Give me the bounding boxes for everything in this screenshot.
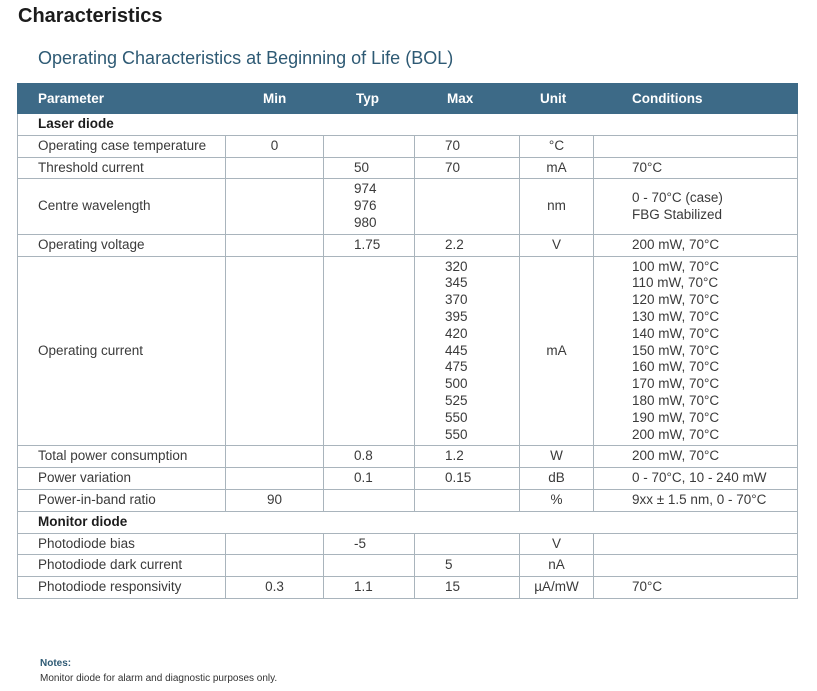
cell-parameter: Operating current (18, 256, 226, 446)
cell-max: 1.2 (415, 446, 520, 468)
header-max: Max (415, 84, 520, 114)
cell-min: 0.3 (226, 577, 324, 599)
cell-typ: 0.1 (324, 468, 415, 490)
cell-typ (324, 489, 415, 511)
table-row (18, 555, 798, 577)
cell-unit: mA (520, 157, 594, 179)
cell-typ: 974 976 980 (324, 179, 415, 234)
cell-unit: % (520, 489, 594, 511)
cell-parameter: Photodiode dark current (18, 555, 226, 577)
cell-min (226, 234, 324, 256)
cell-conditions: 200 mW, 70°C (594, 234, 798, 256)
cell-max: 320 345 370 395 420 445 475 500 525 550 550 (415, 256, 520, 446)
section-title: Monitor diode (18, 511, 798, 533)
section-row (18, 114, 798, 136)
table-row (18, 577, 798, 599)
cell-max: 0.15 (415, 468, 520, 490)
cell-min (226, 256, 324, 446)
notes-text: Monitor diode for alarm and diagnostic purposes only. (40, 673, 278, 684)
cell-unit: mA (520, 256, 594, 446)
cell-typ: 1.75 (324, 234, 415, 256)
cell-conditions (594, 135, 798, 157)
cell-typ: -5 (324, 533, 415, 555)
cell-conditions: 9xx ± 1.5 nm, 0 - 70°C (594, 489, 798, 511)
cell-unit: nA (520, 555, 594, 577)
cell-max (415, 489, 520, 511)
cell-min (226, 555, 324, 577)
table-body (18, 114, 798, 599)
table-header-row (18, 84, 798, 114)
table-row (18, 256, 798, 446)
table-row (18, 135, 798, 157)
cell-unit: µA/mW (520, 577, 594, 599)
cell-conditions (594, 533, 798, 555)
cell-parameter: Photodiode bias (18, 533, 226, 555)
header-min: Min (226, 84, 324, 114)
cell-max (415, 533, 520, 555)
cell-unit: dB (520, 468, 594, 490)
cell-unit: V (520, 234, 594, 256)
cell-conditions (594, 555, 798, 577)
cell-typ: 0.8 (324, 446, 415, 468)
table-row (18, 468, 798, 490)
cell-typ (324, 256, 415, 446)
cell-conditions: 70°C (594, 157, 798, 179)
cell-typ (324, 135, 415, 157)
cell-unit: nm (520, 179, 594, 234)
cell-min (226, 468, 324, 490)
cell-conditions: 100 mW, 70°C 110 mW, 70°C 120 mW, 70°C 130 mW, 70°C 140 mW, 70°C 150 mW, 70°C 160 mW, 70°C 170 mW, 70°C 180 mW, 70°C 190 mW, 70°C 200 mW, 70°C (594, 256, 798, 446)
cell-conditions: 200 mW, 70°C (594, 446, 798, 468)
cell-typ (324, 555, 415, 577)
table-row (18, 489, 798, 511)
cell-max: 5 (415, 555, 520, 577)
cell-unit: °C (520, 135, 594, 157)
cell-unit: V (520, 533, 594, 555)
section-row (18, 511, 798, 533)
cell-max: 70 (415, 135, 520, 157)
cell-max: 70 (415, 157, 520, 179)
cell-parameter: Operating case temperature (18, 135, 226, 157)
notes-title: Notes: (40, 658, 72, 669)
header-typ: Typ (324, 84, 415, 114)
table-row (18, 446, 798, 468)
cell-conditions: 0 - 70°C, 10 - 240 mW (594, 468, 798, 490)
table-row (18, 533, 798, 555)
cell-parameter: Power-in-band ratio (18, 489, 226, 511)
page-heading: Characteristics (18, 5, 163, 27)
cell-conditions: 70°C (594, 577, 798, 599)
characteristics-table (17, 83, 798, 599)
cell-parameter: Operating voltage (18, 234, 226, 256)
cell-min (226, 446, 324, 468)
cell-max: 15 (415, 577, 520, 599)
cell-parameter: Power variation (18, 468, 226, 490)
section-subheading: Operating Characteristics at Beginning of Life (BOL) (38, 48, 454, 68)
cell-min: 90 (226, 489, 324, 511)
cell-typ: 1.1 (324, 577, 415, 599)
cell-min (226, 533, 324, 555)
cell-max: 2.2 (415, 234, 520, 256)
header-unit: Unit (520, 84, 594, 114)
cell-parameter: Photodiode responsivity (18, 577, 226, 599)
section-title: Laser diode (18, 114, 798, 136)
cell-unit: W (520, 446, 594, 468)
cell-min: 0 (226, 135, 324, 157)
cell-min (226, 157, 324, 179)
cell-conditions: 0 - 70°C (case) FBG Stabilized (594, 179, 798, 234)
header-parameter: Parameter (18, 84, 226, 114)
table-row (18, 179, 798, 234)
cell-parameter: Centre wavelength (18, 179, 226, 234)
table-row (18, 234, 798, 256)
cell-typ: 50 (324, 157, 415, 179)
cell-max (415, 179, 520, 234)
header-conditions: Conditions (594, 84, 798, 114)
cell-parameter: Total power consumption (18, 446, 226, 468)
cell-min (226, 179, 324, 234)
table-row (18, 157, 798, 179)
cell-parameter: Threshold current (18, 157, 226, 179)
